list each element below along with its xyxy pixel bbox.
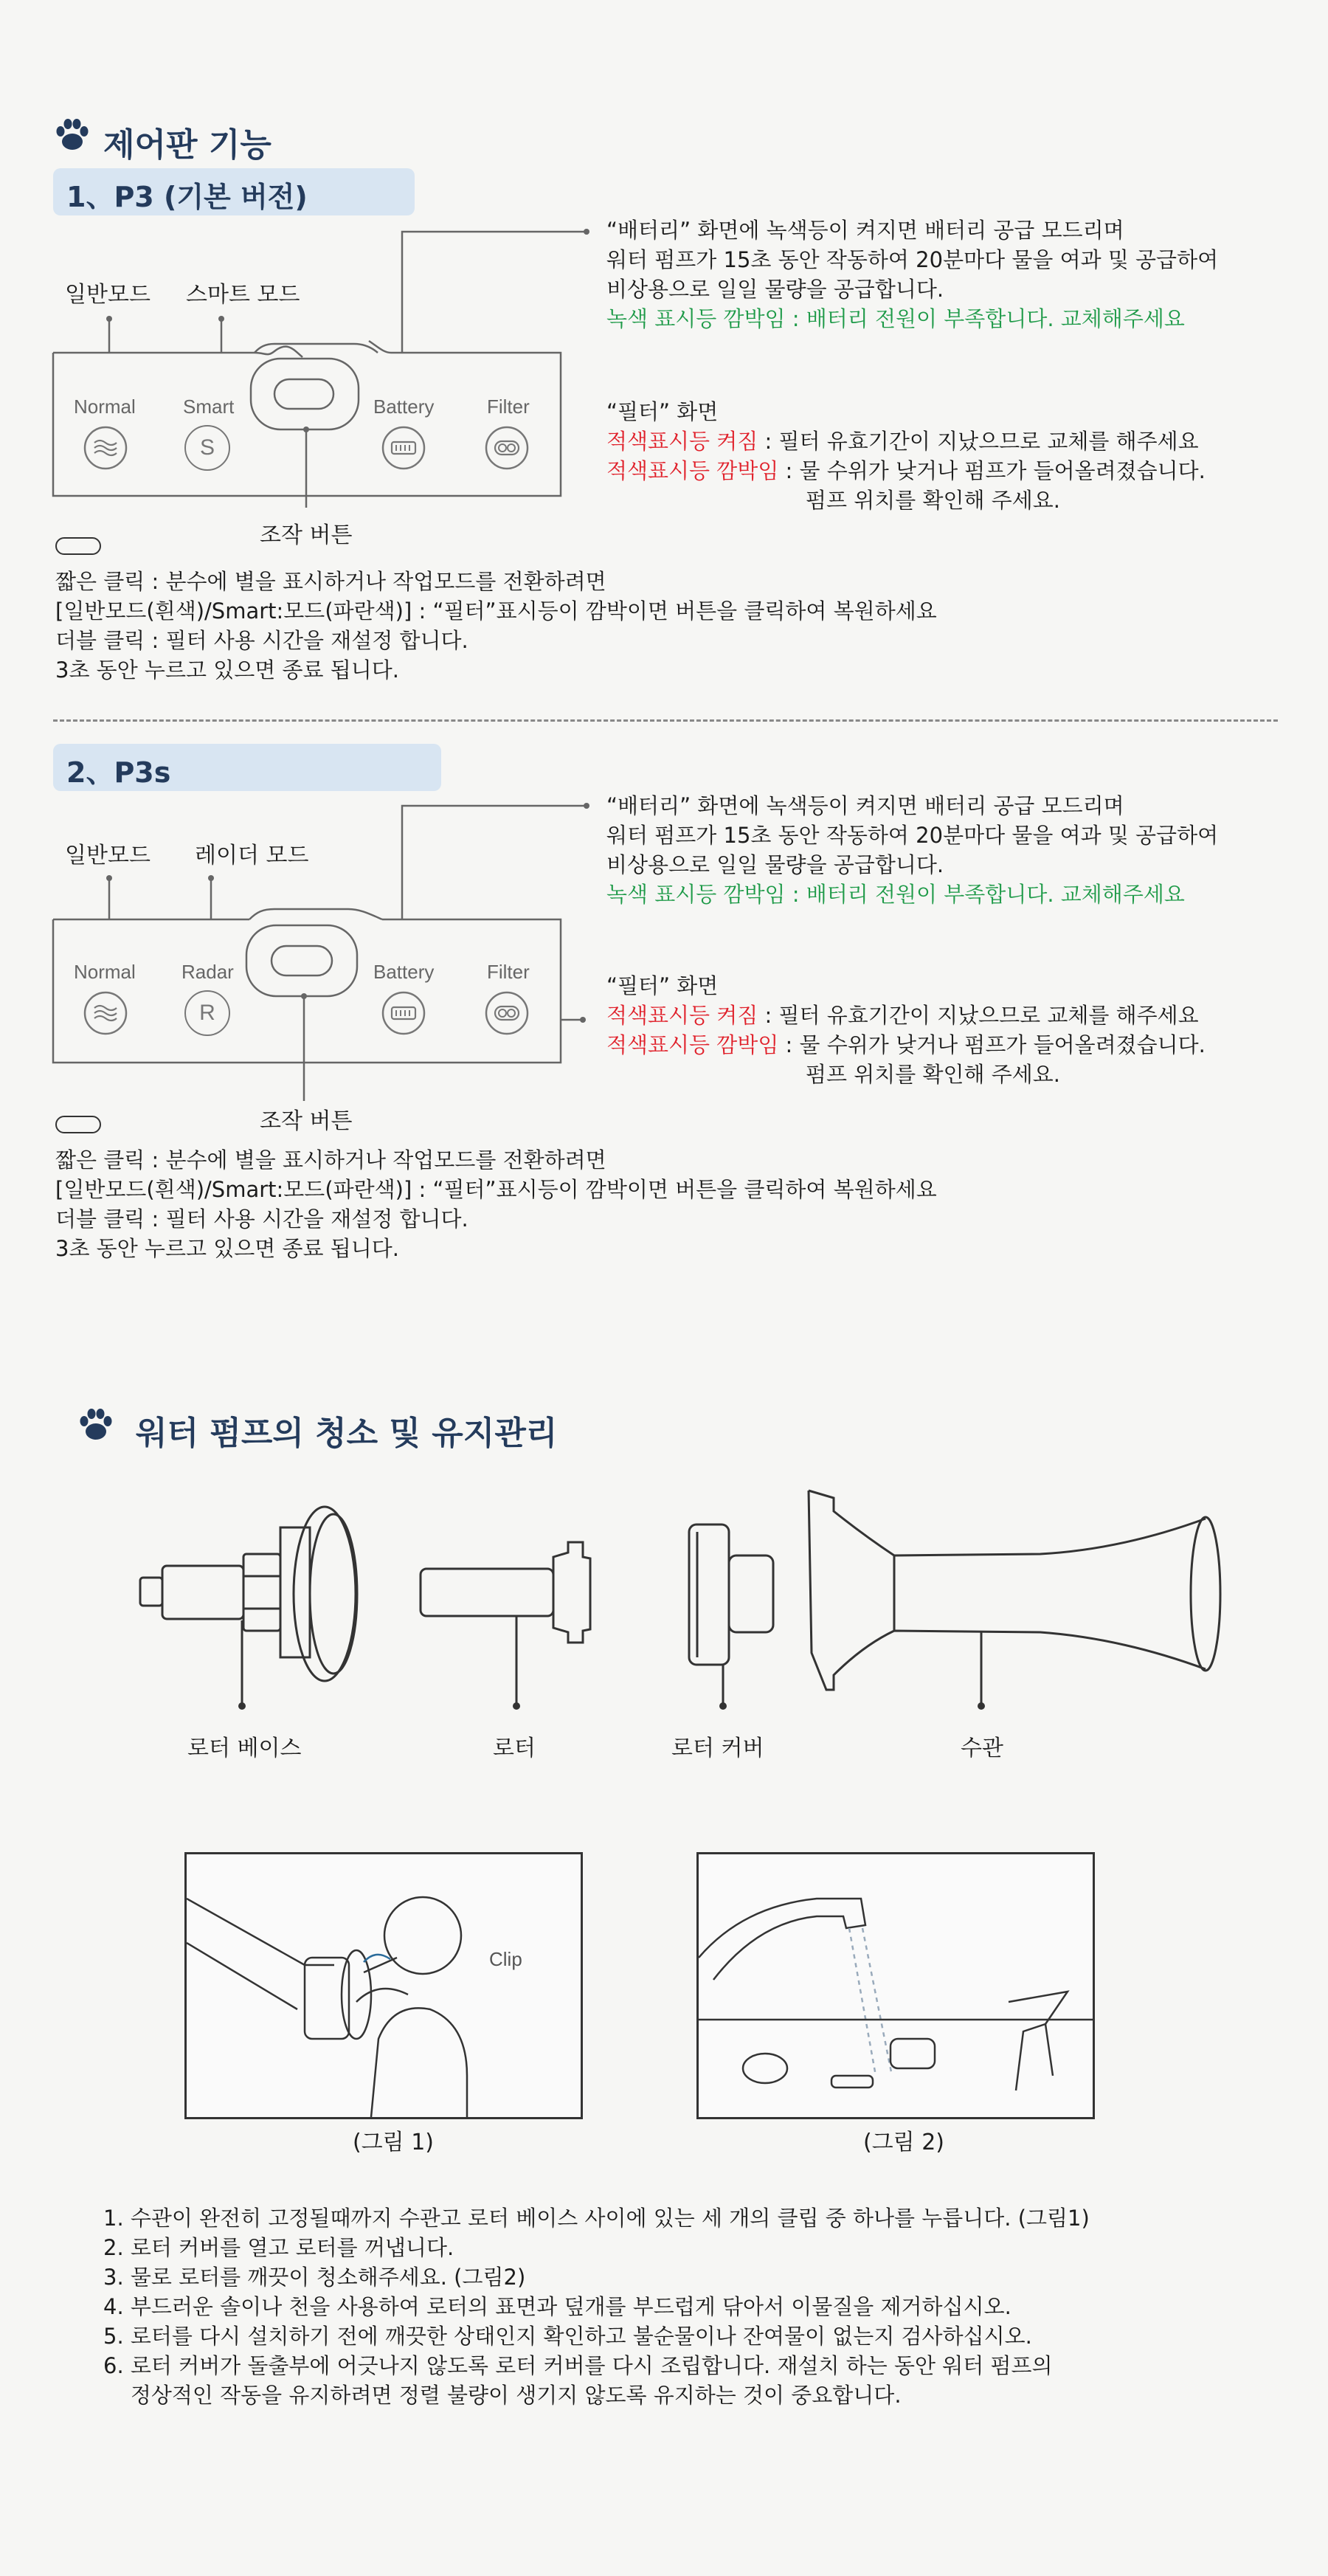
filter-icon xyxy=(484,425,530,471)
note-line: 짧은 클릭 : 분수에 별을 표시하거나 작업모드를 전환하려면 xyxy=(55,569,606,594)
battery-description-line: “배터리” 화면에 녹색등이 켜지면 배터리 공급 모드리며 xyxy=(606,218,1124,243)
control-panel-diagram-p3s xyxy=(44,790,605,1122)
filter-text: : 필터 유효기간이 지났으므로 교체를 해주세요 xyxy=(758,1003,1199,1028)
smart-mode-button[interactable]: S xyxy=(184,425,230,471)
filter-title: “필터” 화면 xyxy=(606,973,719,998)
control-panel-diagram-p3 xyxy=(44,221,605,539)
panel-label-battery: Battery xyxy=(373,396,435,418)
panel-label-radar: Radar xyxy=(181,961,234,983)
battery-description-line: 워터 펌프가 15초 동안 작동하여 20분마다 물을 여과 및 공급하여 xyxy=(606,247,1219,272)
filter-red-label: 적색표시등 켜짐 xyxy=(606,429,758,454)
section-title-p3: 1、P3 (기본 버전) xyxy=(66,181,308,213)
note-line: 3초 동안 누르고 있으면 종료 됩니다. xyxy=(55,657,399,683)
paw-icon xyxy=(53,115,91,153)
filter-text: : 물 수위가 낮거나 펌프가 들어올려졌습니다. xyxy=(778,1032,1206,1057)
step-item: 2. 로터 커버를 열고 로터를 꺼냅니다. xyxy=(103,2235,454,2260)
section-heading-control-panel: 제어판 기능 xyxy=(103,126,272,164)
figure-2-illustration xyxy=(699,1854,1093,2117)
step-item: 1. 수관이 완전히 고정될때까지 수관고 로터 베이스 사이에 있는 세 개의 클립 중 하나를 누릅니다. (그림1) xyxy=(103,2206,1090,2231)
filter-line-1 xyxy=(606,1001,1199,1030)
label-radar-mode: 레이더 모드 xyxy=(195,843,309,869)
panel-label-normal: Normal xyxy=(74,396,136,418)
part-label-rotor-base: 로터 베이스 xyxy=(187,1736,302,1761)
part-label-rotor-cover: 로터 커버 xyxy=(671,1736,764,1761)
panel-label-filter: Filter xyxy=(487,961,530,983)
step-item: 3. 물로 로터를 깨끗이 청소해주세요. (그림2) xyxy=(103,2265,526,2290)
note-line: [일반모드(흰색)/Smart:모드(파란색)] : “필터”표시등이 깜박이면 버튼을 클릭하여 복원하세요 xyxy=(55,598,937,624)
section-title-p3s: 2、P3s xyxy=(66,756,171,789)
filter-red-label: 적색표시등 깜박임 xyxy=(606,458,779,483)
filter-red-label: 적색표시등 깜박임 xyxy=(606,1032,779,1057)
battery-description-line: “배터리” 화면에 녹색등이 켜지면 배터리 공급 모드리며 xyxy=(606,793,1124,818)
figure-2-caption: (그림 2) xyxy=(863,2130,944,2155)
filter-text: : 필터 유효기간이 지났으므로 교체를 해주세요 xyxy=(758,429,1199,454)
radar-mode-button[interactable]: R xyxy=(184,990,230,1036)
battery-warning: 녹색 표시등 깜박임 : 배터리 전원이 부족합니다. 교체해주세요 xyxy=(606,882,1185,907)
label-normal-mode: 일반모드 xyxy=(65,843,151,869)
note-line: 더블 클릭 : 필터 사용 시간을 재설정 합니다. xyxy=(55,1206,468,1232)
figure-1-caption: (그림 1) xyxy=(353,2130,434,2155)
panel-label-battery: Battery xyxy=(373,961,435,983)
paw-icon xyxy=(77,1405,115,1443)
label-operation-button: 조작 버튼 xyxy=(260,522,353,548)
step-item: 정상적인 작동을 유지하려면 정렬 불량이 생기지 않도록 유지하는 것이 중요합니다. xyxy=(103,2383,902,2408)
maintenance-steps xyxy=(103,2203,1090,2410)
note-line: [일반모드(흰색)/Smart:모드(파란색)] : “필터”표시등이 깜박이면 버튼을 클릭하여 복원하세요 xyxy=(55,1177,937,1202)
clip-label: Clip xyxy=(489,1948,522,1970)
filter-line-2 xyxy=(606,1030,1206,1060)
part-label-water-pipe: 수관 xyxy=(961,1736,1003,1761)
step-item: 5. 로터를 다시 설치하기 전에 깨끗한 상태인지 확인하고 불순물이나 잔여물이 없는지 검사하십시오. xyxy=(103,2324,1032,2349)
battery-description-line: 비상용으로 일일 물량을 공급합니다. xyxy=(606,277,944,302)
pump-parts-illustration xyxy=(111,1476,1239,1727)
note-line: 더블 클릭 : 필터 사용 시간을 재설정 합니다. xyxy=(55,628,468,653)
battery-warning: 녹색 표시등 깜박임 : 배터리 전원이 부족합니다. 교체해주세요 xyxy=(606,306,1185,331)
button-symbol xyxy=(55,1116,101,1133)
label-smart-mode: 스마트 모드 xyxy=(186,282,300,308)
divider xyxy=(53,719,1278,722)
filter-text: : 물 수위가 낮거나 펌프가 들어올려졌습니다. xyxy=(778,458,1206,483)
filter-text: 펌프 위치를 확인해 주세요. xyxy=(806,488,1061,513)
battery-description-line: 비상용으로 일일 물량을 공급합니다. xyxy=(606,852,944,877)
battery-icon xyxy=(381,425,426,471)
filter-line-1 xyxy=(606,427,1199,456)
filter-red-label: 적색표시등 켜짐 xyxy=(606,1003,758,1028)
part-label-rotor: 로터 xyxy=(493,1736,536,1761)
panel-label-smart: Smart xyxy=(183,396,235,418)
button-symbol xyxy=(55,537,101,555)
figure-1-illustration xyxy=(187,1854,581,2117)
battery-description-line: 워터 펌프가 15초 동안 작동하여 20분마다 물을 여과 및 공급하여 xyxy=(606,823,1219,848)
note-line: 짧은 클릭 : 분수에 별을 표시하거나 작업모드를 전환하려면 xyxy=(55,1147,606,1173)
wave-icon xyxy=(83,990,128,1036)
section-heading-maintenance: 워터 펌프의 청소 및 유지관리 xyxy=(136,1415,558,1452)
step-item: 6. 로터 커버가 돌출부에 어긋나지 않도록 로터 커버를 다시 조립합니다. 재설치 하는 동안 워터 펌프의 xyxy=(103,2353,1053,2378)
label-normal-mode: 일반모드 xyxy=(65,282,151,308)
wave-icon xyxy=(83,425,128,471)
panel-label-normal: Normal xyxy=(74,961,136,983)
label-operation-button: 조작 버튼 xyxy=(260,1108,353,1134)
note-line: 3초 동안 누르고 있으면 종료 됩니다. xyxy=(55,1236,399,1261)
filter-line-2 xyxy=(606,456,1206,486)
battery-icon xyxy=(381,990,426,1036)
panel-label-filter: Filter xyxy=(487,396,530,418)
filter-text: 펌프 위치를 확인해 주세요. xyxy=(806,1062,1061,1087)
filter-title: “필터” 화면 xyxy=(606,399,719,424)
step-item: 4. 부드러운 솔이나 천을 사용하여 로터의 표면과 덮개를 부드럽게 닦아서 이물질을 제거하십시오. xyxy=(103,2294,1011,2319)
filter-icon xyxy=(484,990,530,1036)
